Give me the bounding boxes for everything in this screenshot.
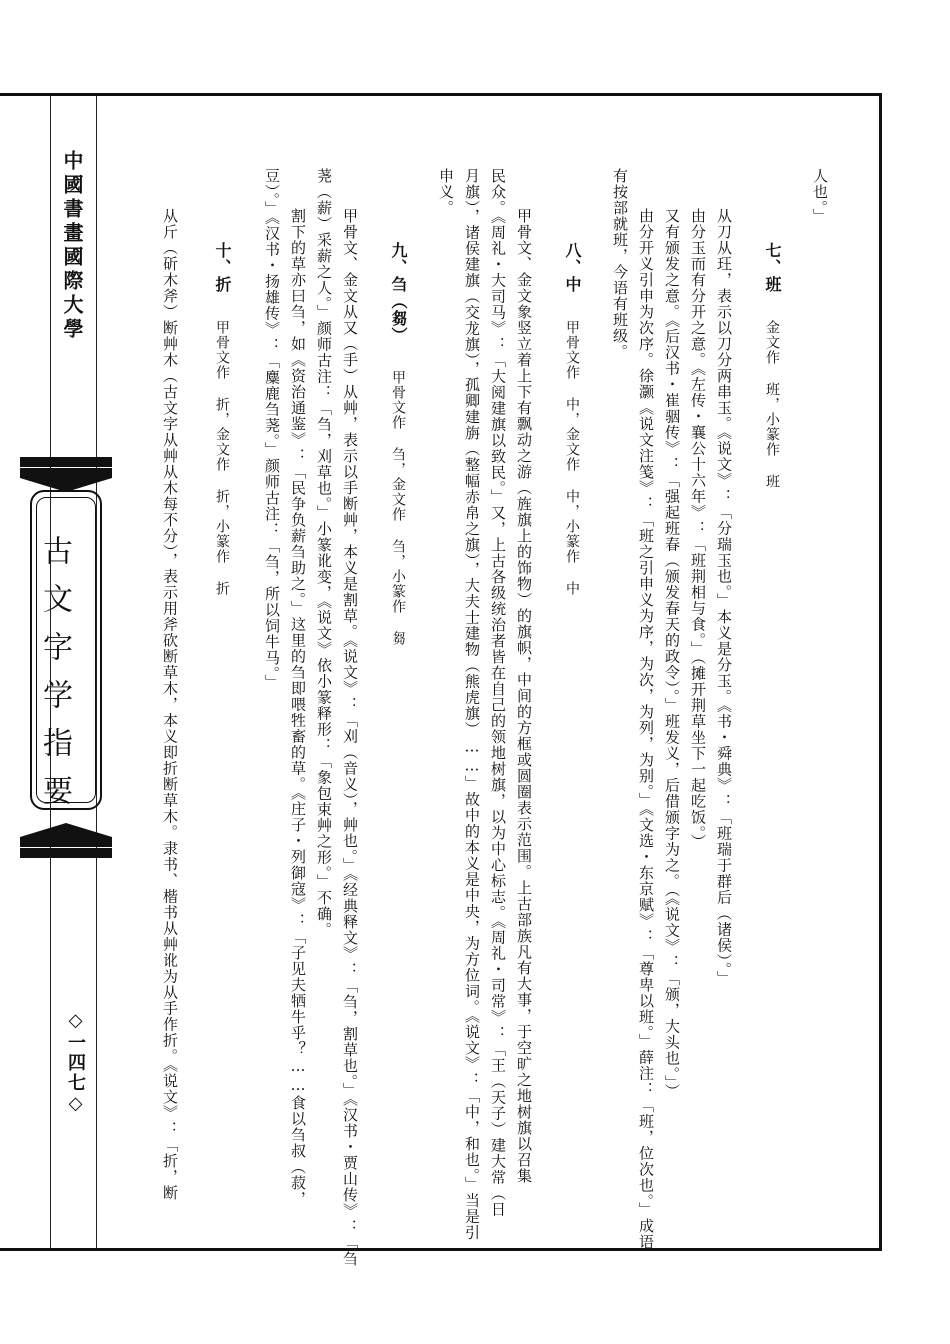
text-column: 有按部就班，今语有班级。 bbox=[611, 168, 629, 360]
page-number: ◇一四七◇ bbox=[65, 1010, 86, 1116]
chevron-ornament-bottom-icon bbox=[20, 823, 112, 847]
entry-heading-chu: 九、刍（芻） bbox=[389, 242, 408, 344]
chevron-ornament-top-icon bbox=[20, 468, 112, 492]
entry-forms-ban: 金文作 班，小篆作 班 bbox=[764, 320, 780, 489]
text-column: 人也。」 bbox=[811, 168, 829, 225]
text-column: 由分玉而有分开之意。《左传・襄公十六年》：「班荆相与食。」（摊开荆草坐下一起吃饭。） bbox=[689, 208, 707, 850]
entry-heading-zhong: 八、中 bbox=[563, 242, 582, 293]
university-name: 中國書畫國際大學 bbox=[60, 150, 84, 342]
text-column: 月旗），诸侯建旗（交龙旗），孤卿建旃（整幅赤帛之旗），大夫士建物（熊虎旗）……」故中的本义是中央，为方位词。《说文》：「中，和也。」当是引 bbox=[463, 168, 481, 1241]
entry-forms-zhe: 甲骨文作 折，金文作 折，小篆作 折 bbox=[214, 320, 230, 596]
entry-heading-ban: 七、班 bbox=[763, 242, 782, 293]
text-column: 从刀从玨，表示以刀分两串玉。《说文》：「分瑞玉也。」本义是分玉。《书・舜典》：「班瑞于群后（诸侯）。」 bbox=[715, 208, 733, 987]
text-column: 申义。 bbox=[437, 168, 455, 216]
text-column: 由分开义引申为次序。徐灏《说文注笺》：「班之引申义为序，为次，为列，为别。」《文选・东京赋》：「尊卑以班。」薛注：「班，位次也。」成语 bbox=[637, 208, 655, 1250]
text-column: 割下的草亦曰刍，如《资治通鉴》：「民争负薪刍助之。」这里的刍即喂牲畜的草。《庄子・列御寇》：「子见夫牺牛乎？……食以刍叔（菽， bbox=[289, 208, 307, 1207]
text-column: 从斤（斫木斧）断艸木（古文字从艸从木每不分），表示用斧砍断草木，本义即折断草木。隶书、楷书从艸讹为从手作折。《说文》：「折，断 bbox=[161, 208, 179, 1201]
plate-bar-bottom bbox=[20, 848, 112, 858]
entry-forms-zhong: 甲骨文作 中，金文作 中，小篆作 中 bbox=[564, 320, 580, 596]
page-frame bbox=[0, 93, 882, 1251]
entry-heading-zhe: 十、折 bbox=[213, 242, 232, 293]
text-column: 甲骨文、金文从又（手）从艸，表示以手断艸，本义是割草。《说文》：「刈（音义），艸也。」《经典释文》：「刍，割草也。」《汉书・贾山传》：「刍 bbox=[341, 208, 359, 1267]
text-column: 民众。《周礼・大司马》：「大阅建旗以致民。」又，上古各级统治者皆在自己的领地树旗，以为中心标志。《周礼・司常》：「王（天子）建大常（日 bbox=[489, 168, 507, 1218]
plate-bar-top bbox=[20, 457, 112, 467]
text-column: 荛（薪）采薪之人。」颜师古注：「刍，刈草也。」小篆讹变，《说文》依小篆释形：「象包束艸之形。」不确。 bbox=[315, 168, 333, 938]
entry-forms-chu: 甲骨文作 刍，金文作 刍，小篆作 芻 bbox=[390, 370, 406, 646]
text-column: 又有颁发之意。《后汉书・崔骃传》：「强起班春（颁发春天的政令）。」班发义，后借颁字为之。（《说文》：「颁，大头也。」） bbox=[663, 208, 681, 1100]
book-title: 古文字学指要 bbox=[37, 535, 72, 823]
text-column: 豆）。」《汉书・扬雄传》：「麋鹿刍荛。」颜师古注：「刍，所以饲牛马。」 bbox=[263, 168, 281, 691]
text-column: 甲骨文、金文象竖立着上下有飘动之游（旌旗上的饰物）的旗帜，中间的方框或圆圈表示范围。上古部族凡有大事，于空旷之地树旗以召集 bbox=[515, 208, 533, 1184]
